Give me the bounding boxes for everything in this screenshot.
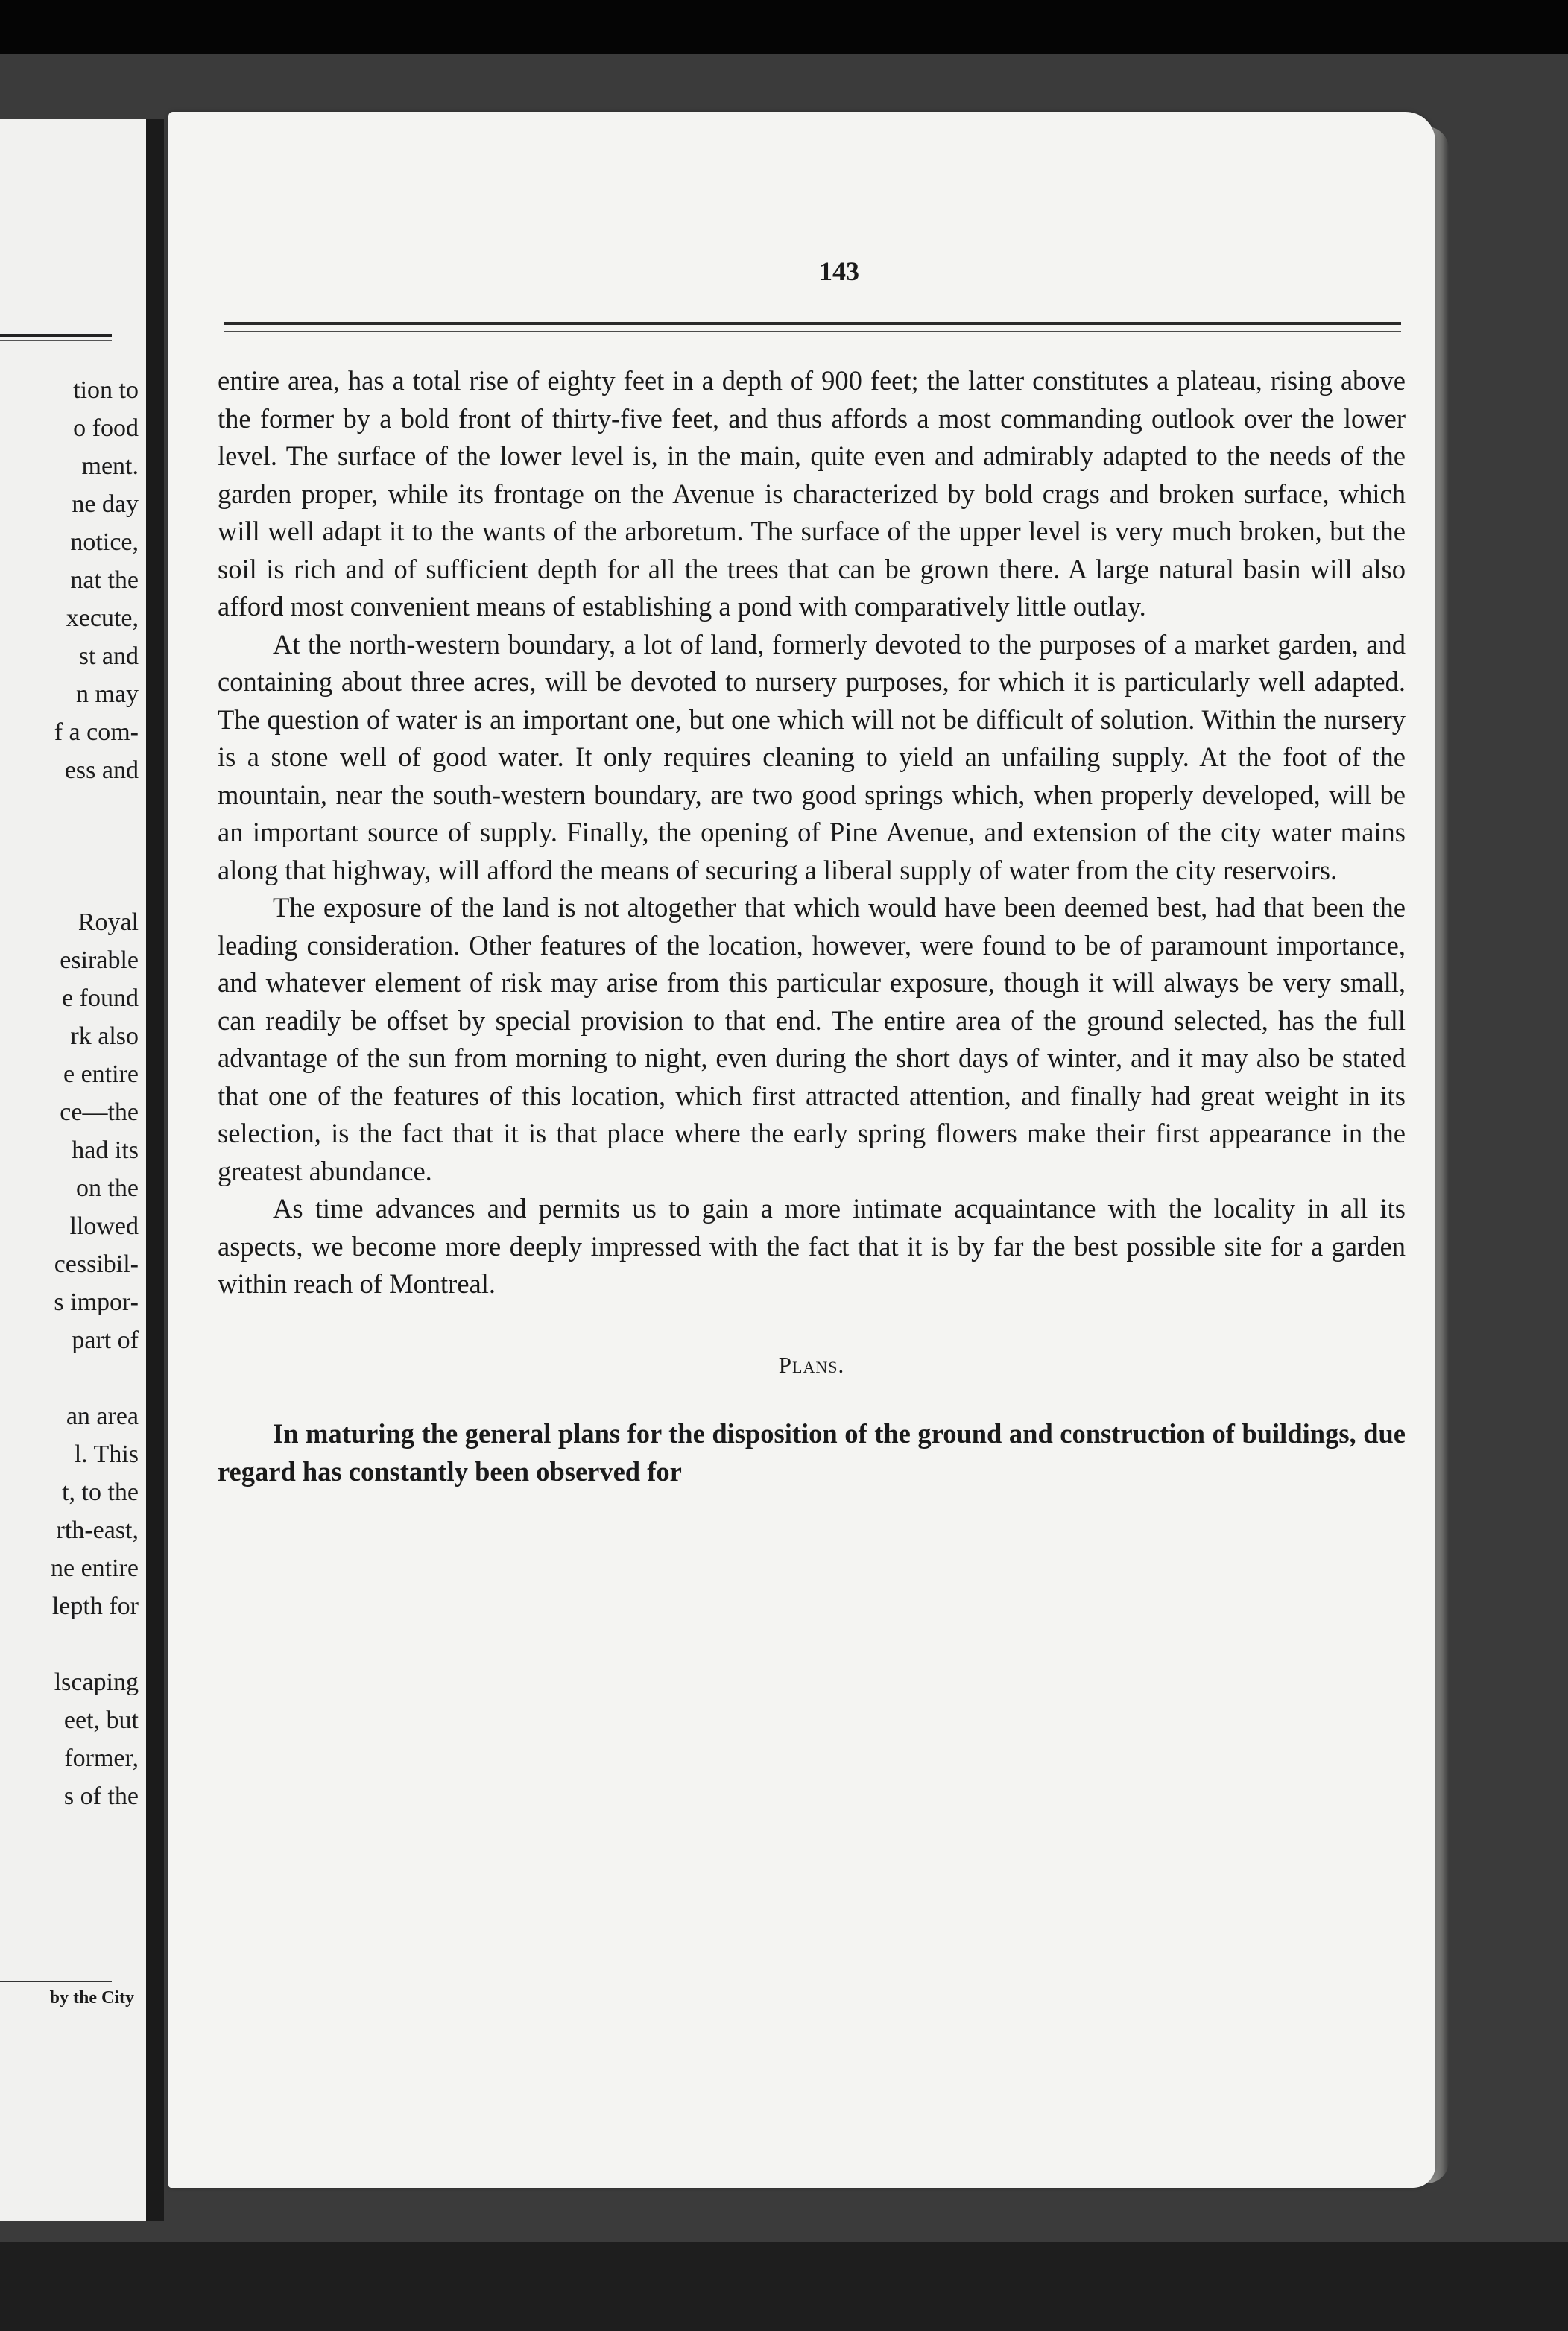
left-page-line: t, to the (62, 1478, 139, 1506)
left-page-line: ce—the (60, 1098, 139, 1126)
paragraph-exposure: The exposure of the land is not altogether that which would have been deemed best, had that been the leading consideration. Other features of the location, however, were found to be of paramount importance, and whatever element of risk may arise from this particular exposure, though it will always be very small, can readily be offset by special provision to that end. The entire area of the ground selected, has the full advantage of the sun from morning to night, even during the short days of winter, and it may also be stated that one of the features of this location, which first attracted attention, and finally had great weight in its selection, is the fact that it is that place where the early spring flowers make their first appearance in the greatest abundance. (218, 892, 1406, 1186)
left-page-text (0, 371, 139, 1815)
left-page-line: s of the (63, 1783, 139, 1810)
left-page-line: on the (75, 1174, 139, 1202)
left-page-line: ne entire (51, 1554, 139, 1582)
left-page-line: lepth for (51, 1593, 139, 1620)
left-page-line: n may (75, 680, 139, 708)
left-page-line: notice, (70, 528, 139, 556)
left-page-line: Royal (78, 908, 139, 936)
left-footnote-rule (0, 1981, 112, 1982)
left-page-line: rth-east, (56, 1516, 139, 1544)
left-page-line (0, 827, 139, 865)
left-page-line: o food (73, 414, 139, 442)
left-page-line: rk also (70, 1022, 139, 1050)
page-number: 143 (819, 256, 859, 286)
paragraph-plans: In maturing the general plans for the disposition of the ground and construction of buildings, due regard has constantly been observed for (218, 1418, 1406, 1487)
scan-border-top (0, 0, 1568, 54)
left-page-line (0, 1359, 139, 1397)
left-page-line: llowed (69, 1212, 139, 1240)
paragraph-water-supply: At the north-western boundary, a lot of land, formerly devoted to the purposes of a market garden, and containing about three acres, will be devoted to nursery purposes, for which it is particularly well adapted. The question of water is an important one, but one which will not be difficult of solution. Within the nursery is a stone well of good water. It only requires cleaning to yield an unfailing supply. At the foot of the mountain, near the south-western boundary, are two good springs which, when properly developed, will be an important source of supply. Finally, the opening of Pine Avenue, and extension of the city water mains along that highway, will afford the means of securing a liberal supply of water from the city reservoirs. (218, 628, 1406, 885)
left-page-line: xecute, (66, 604, 139, 632)
book-gutter (146, 119, 164, 2221)
left-footnote: by the City (49, 1988, 134, 2008)
left-page-line: eet, but (63, 1707, 139, 1734)
header-rule-thin (224, 331, 1401, 332)
left-page-line: nat the (70, 566, 139, 594)
left-page-line: cessibil- (54, 1250, 139, 1278)
left-page-line (0, 1625, 139, 1663)
left-page-line: e entire (63, 1060, 139, 1088)
header-rule (224, 322, 1401, 325)
page-body (218, 362, 1406, 1490)
left-page-line: s impor- (54, 1288, 139, 1316)
left-page-line: former, (64, 1745, 139, 1772)
left-page-line: tion to (73, 376, 139, 404)
left-page-line: an area (66, 1402, 139, 1430)
left-page-line: l. This (74, 1440, 139, 1468)
previous-page-fragment (0, 119, 146, 2221)
left-header-rule-thin (0, 340, 112, 341)
book-page (168, 112, 1435, 2188)
left-page-line: ess and (64, 756, 139, 784)
left-page-line: lscaping (54, 1669, 139, 1696)
section-heading: Plans. (778, 1351, 845, 1378)
left-page-line: had its (72, 1136, 139, 1164)
paragraph-continued: entire area, has a total rise of eighty feet in a depth of 900 feet; the latter constitutes a plateau, rising above the former by a bold front of thirty-five feet, and thus affords a most commanding outlook over the lower level. The surface of the lower level is, in the main, quite even and admirably adapted to the needs of the garden proper, while its frontage on the Avenue is characterized by bold crags and broken surface, which will well adapt it to the wants of the arboretum. The surface of the upper level is very much broken, but the soil is rich and of sufficient depth for all the trees that can be grown there. A large natural basin will also afford most convenient means of establishing a pond with comparatively little outlay. (218, 365, 1406, 622)
left-page-line: st and (78, 642, 139, 670)
left-page-line (0, 865, 139, 903)
scan-border-bottom (0, 2242, 1568, 2331)
left-page-line: esirable (60, 946, 139, 974)
left-page-line: part of (72, 1326, 139, 1354)
left-header-rule (0, 334, 112, 337)
paragraph-best-site: As time advances and permits us to gain a more intimate acquaintance with the locality in all its aspects, we become more deeply impressed with the fact that it is by far the best possible site for a garden within reach of Montreal. (218, 1193, 1406, 1299)
left-page-line: e found (62, 984, 139, 1012)
left-page-line (0, 789, 139, 827)
left-page-line: ment. (81, 452, 139, 480)
left-page-line: ne day (72, 490, 139, 518)
left-page-line: f a com- (54, 718, 139, 746)
